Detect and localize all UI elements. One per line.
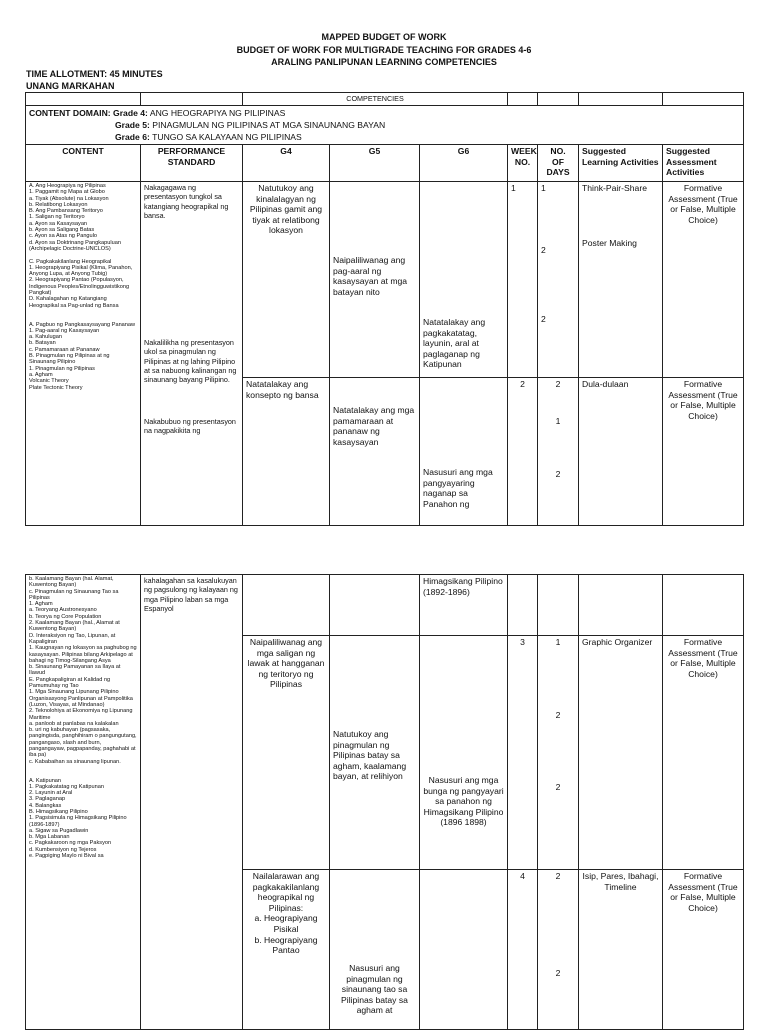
assessment-activities: Formative Assessment (True or False, Multiple Choice) — [663, 870, 744, 1030]
no-of-days: 1 2 2 — [538, 636, 579, 870]
grade4-domain: ANG HEOGRAPIYA NG PILIPINAS — [149, 108, 286, 118]
g5-competency: Nasusuri ang pinagmulan ng sinaunang tao sa Pilipinas batay sa agham at — [330, 870, 420, 1030]
week-no: 2 — [508, 378, 538, 526]
week-no: 4 — [508, 870, 538, 1030]
competencies-header: COMPETENCIES — [243, 93, 508, 106]
performance-standard-cell: Nakagagawa ng presentasyon tungkol sa katangiang heograpikal ng bansa. Nakalilikha ng presentasyon ukol sa pinagmulan ng Pilipinas at ng lahing Pilipino at sa nabuong kalinangan ng sinaunang bayang Pilipino. Nakabubuo ng presentasyon na nagpakikita ng — [141, 182, 243, 526]
content-domain-row — [26, 106, 744, 145]
col-g5: G5 — [330, 145, 420, 182]
g5-competency: Natutukoy ang pinagmulan ng Pilipinas batay sa agham, kaalamang bayan, at relihiyon — [330, 636, 420, 870]
g4-competency: Naipaliliwanag ang mga saligan ng lawak at hangganan ng teritoryo ng Pilipinas — [243, 636, 330, 870]
no-of-days: 2 1 2 — [538, 378, 579, 526]
time-allotment: TIME ALLOTMENT: 45 MINUTES — [26, 69, 163, 79]
grade6-label: Grade 6 — [115, 132, 148, 142]
learning-activities: Isip, Pares, Ibahagi, Timeline — [579, 870, 663, 1030]
col-g4: G4 — [243, 145, 330, 182]
learning-activities: Graphic Organizer — [579, 636, 663, 870]
g5-competency: Naipaliliwanag ang pag-aaral ng kasaysayan at mga batayan nito — [330, 182, 420, 378]
grade5-label: Grade 5 — [115, 120, 148, 130]
assessment-activities: Formative Assessment (True or False, Multiple Choice) — [663, 378, 744, 526]
title-budget-of-work: BUDGET OF WORK FOR MULTIGRADE TEACHING FOR GRADES 4-6 — [236, 44, 532, 55]
table-row — [26, 575, 744, 636]
grade6-domain: TUNGO SA KALAYAAN NG PILIPINAS — [152, 132, 302, 142]
g6-competency: Natatalakay ang pagkakatatag, layunin, aral at paglaganap ng Katipunan — [420, 182, 508, 378]
col-no-of-days: NO. OF DAYS — [538, 145, 579, 182]
week-no: 1 — [508, 182, 538, 378]
g6-competency: Nasusuri ang mga bunga ng pangyayari sa panahon ng Himagsikang Pilipino (1896 1898) — [420, 636, 508, 870]
g4-competency: Natutukoy ang kinalalagyan ng Pilipinas gamit ang tiyak at relatibong lokasyon — [243, 182, 330, 378]
g5-competency: Natatalakay ang mga pamamaraan at pananaw ng kasaysayan — [330, 378, 420, 526]
competencies-header-row — [26, 93, 744, 106]
col-learning-activities: Suggested Learning Activities — [579, 145, 663, 182]
document-header — [0, 31, 768, 69]
grade4-label: Grade 4 — [113, 108, 146, 118]
performance-standard-cell: kahalagahan sa kasalukuyan ng pagsulong ng kalayaan ng mga Pilipino laban sa mga Espanyol — [141, 575, 243, 1030]
g6-competency: Nasusuri ang mga pangyayaring naganap sa Panahon ng — [420, 378, 508, 526]
table-row — [26, 182, 744, 378]
assessment-activities: Formative Assessment (True or False, Multiple Choice) — [663, 636, 744, 870]
content-cell: b. Kaalamang Bayan (hal. Alamat, Kuwentong Bayan) c. Pinagmulan ng Sinaunang Tao sa Pilipinas 1. Agham a. Teoryang Austronesyano b. Teorya ng Core Population 2. Kaalamang Bayan (hal., Alamat at Kuwentong Bayan) D. Interaksiyon ng Tao, Lipunan, at Kapaligiran 1. Kaugnayan ng lokasyon sa paghubog ng kasaysayan. Pilipinas bilang Arkipelago at bahagi ng Timog-Silangang Asya b. Sinaunang Pamayanan sa Ilaya at Ilawud E. Pangkapaligiran at Kalidad ng Pamumuhay ng Tao 1. Mga Sinaunang Lipunang Pilipino Organisasyong Panlipunan at Pampolitika (Luzon, Visayas, at Mindanao) 2. Teknolohiya at Ekonomiya ng Lipunang Maritime a. panloob at panlabas na kalakalan b. uri ng kabuhayan (pagsasaka, pangingisda, panghihiram o pangungutang, pangangaso, slash and burn, pangangayaw, pagpapanday, paghahabi at iba pa) c. Kababaihan sa sinaunang lipunan. A. Katipunan 1. Pagkakatatag ng Katipunan 2. Layunin at Aral 3. Paglaganap 4. Balangkas B. Himagsikang Pilipino 1. Pagsisimula ng Himagsikang Pilipino (1896-1897) a. Sigaw sa Pugadlawin b. Mga Labanan c. Pagkakaroon ng mga Paksyon d. Kumbensiyon ng Tejeros e. Pagpiging Maylo ni Bival sa — [26, 575, 141, 1030]
g4-competency: Natatalakay ang konsepto ng bansa — [243, 378, 330, 526]
col-assessment-activities: Suggested Assessment Activities — [663, 145, 744, 182]
no-of-days: 1 2 2 — [538, 182, 579, 378]
no-of-days: 2 2 — [538, 870, 579, 1030]
learning-activities: Think-Pair-Share Poster Making — [579, 182, 663, 378]
g6-competency: Himagsikang Pilipino (1892-1896) — [420, 575, 508, 636]
content-domain-label: CONTENT DOMAIN: — [29, 108, 111, 118]
column-header-row — [26, 145, 744, 182]
budget-table-page-1 — [25, 92, 744, 526]
quarter-label: UNANG MARKAHAN — [26, 81, 115, 91]
title-learning-competencies: ARALING PANLIPUNAN LEARNING COMPETENCIES — [271, 57, 497, 67]
title-mapped-budget: MAPPED BUDGET OF WORK — [321, 32, 447, 42]
col-content: CONTENT — [26, 145, 141, 182]
col-g6: G6 — [420, 145, 508, 182]
col-week-no: WEEK NO. — [508, 145, 538, 182]
content-domain-cell: CONTENT DOMAIN: Grade 4: ANG HEOGRAPIYA NG PILIPINAS Grade 5: PINAGMULAN NG PILIPINAS AT MGA SINAUNANG BAYAN Grade 6: TUNGO SA KALAYAAN NG PILIPINAS — [26, 106, 744, 145]
content-cell: A. Ang Heograpiya ng Pilipinas 1. Paggamit ng Mapa at Globo a. Tiyak (Absolute) na Lokasyon b. Relatibong Lokasyon B. Ang Pambansang Teritoryo 1. Saligan ng Teritoryo a. Ayon sa Kasaysayan b. Ayon sa Saligang Batas c. Ayon sa Atas ng Pangulo d. Ayon sa Doktrinang Pangkapuluan (Archipelagic Doctrine-UNCLOS) C. Pagkakakilanlang Heograpikal 1. Heograpiyang Pisikal (Klima, Panahon, Anyong Lupa, at Anyong Tubig) 2. Heograpiyang Pantao (Populasyon, Indigenous Peoples/Etnolingguwistikong Pangkat) D. Kahalagahan ng Katangiang Heograpikal sa Pag-unlad ng Bansa A. Pagbuo ng Pangkasaysayang Pananaw 1. Pag-aaral ng Kasaysayan a. Kahulugan b. Batayan c. Pamamaraan at Pananaw B. Pinagmulan ng Pilipinas at ng Sinaunang Pilipino 1. Pinagmulan ng Pilipinas a. Agham Volcanic Theory Plate Tectonic Theory — [26, 182, 141, 526]
g4-competency: Nailalarawan ang pagkakakilanlang heograpikal ng Pilipinas: a. Heograpiyang Pisikal b. Heograpiyang Pantao — [243, 870, 330, 1030]
assessment-activities: Formative Assessment (True or False, Multiple Choice) — [663, 182, 744, 378]
budget-table-page-2 — [25, 574, 744, 1030]
col-performance-standard: PERFORMANCE STANDARD — [141, 145, 243, 182]
grade5-domain: PINAGMULAN NG PILIPINAS AT MGA SINAUNANG BAYAN — [152, 120, 386, 130]
learning-activities: Dula-dulaan — [579, 378, 663, 526]
week-no: 3 — [508, 636, 538, 870]
